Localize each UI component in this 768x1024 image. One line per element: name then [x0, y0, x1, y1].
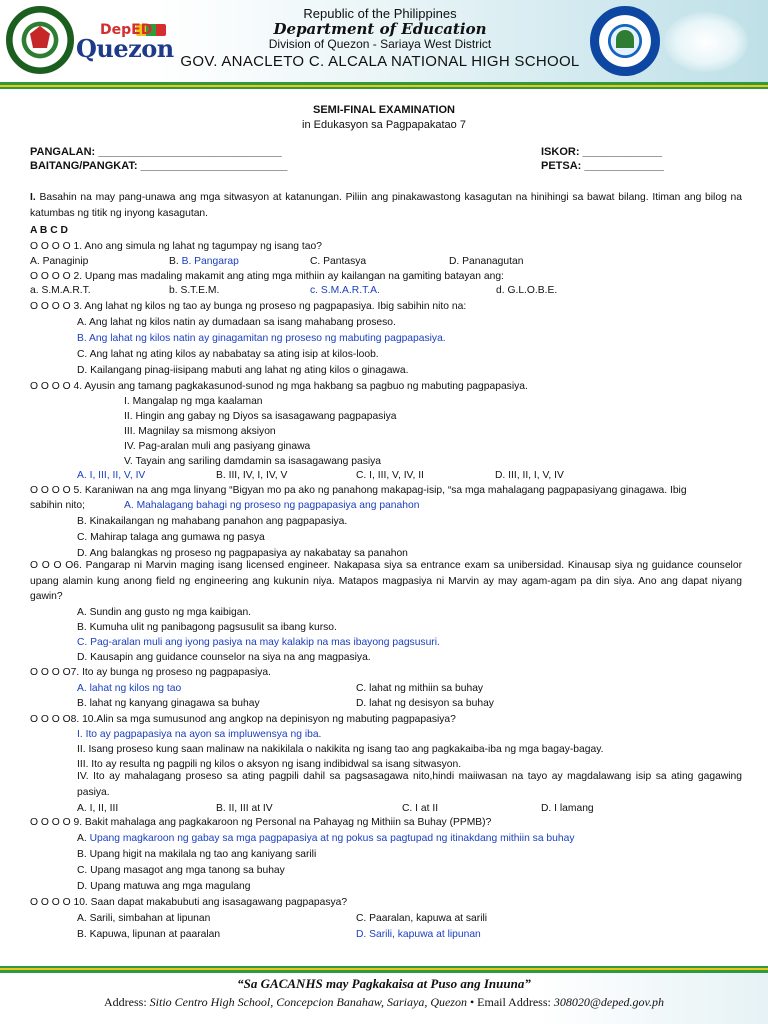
- choice-c[interactable]: C. Pantasya: [310, 256, 367, 267]
- exam-title: SEMI-FINAL EXAMINATION: [313, 104, 455, 116]
- choice-c[interactable]: C. Mahirap talaga ang gumawa ng pasya: [77, 532, 265, 543]
- step-item: I. Mangalap ng mga kaalaman: [124, 396, 263, 407]
- choice-b[interactable]: B. III, IV, I, IV, V: [216, 470, 288, 481]
- choice-d[interactable]: D. lahat ng desisyon sa buhay: [356, 698, 494, 709]
- choice-c[interactable]: C. lahat ng mithiin sa buhay: [356, 683, 484, 694]
- choice-b[interactable]: B. lahat ng kanyang ginagawa sa buhay: [77, 698, 260, 709]
- letterhead-text: [180, 6, 580, 72]
- name-field[interactable]: PANGALAN: ______________________________: [30, 146, 282, 158]
- department-line: Department of Education: [273, 20, 487, 38]
- choice-a[interactable]: A. lahat ng kilos ng tao: [77, 683, 182, 694]
- choice-b[interactable]: B. II, III at IV: [216, 803, 273, 814]
- choice-d[interactable]: D. Pananagutan: [449, 256, 524, 267]
- question-5: O O O O 5. Karaniwan na ang mga linyang “Bigyan mo pa ako ng panahong makapag-isip, “sa mga mahalagang pagpapasiyang ginagawa. Ibig: [30, 485, 687, 496]
- deped-quezon-logo: [76, 22, 174, 66]
- choice-c[interactable]: C. Pag-aralan muli ang iyong pasiya na may kalakip na mas ibayong pagsusuri.: [77, 637, 440, 648]
- question-7: O O O O7. Ito ay bunga ng proseso ng pagpapasiya.: [30, 667, 271, 678]
- choice-b[interactable]: B. Upang higit na makilala ng tao ang kaniyang sarili: [77, 849, 317, 860]
- choice-b[interactable]: b. S.T.E.M.: [169, 285, 220, 296]
- choice-b[interactable]: B. Kinakailangan ng mahabang panahon ang pagpapasiya.: [77, 516, 348, 527]
- school-address: Address: Sitio Centro High School, Concepcion Banahaw, Sariaya, Quezon • Email Address: 308020@deped.gov.ph: [104, 995, 664, 1009]
- division-line: Division of Quezon - Sariaya West District: [268, 37, 492, 51]
- question-5-cont: sabihin nito;: [30, 500, 85, 511]
- exam-subtitle: in Edukasyon sa Pagpapakatao 7: [302, 119, 466, 131]
- choice-a[interactable]: A. Upang magkaroon ng gabay sa mga pagpapasiya at ng pokus sa pagtupad ng itinakdang mithiin sa buhay: [77, 833, 575, 844]
- choice-d[interactable]: D. Kailangang pinag-iisipang mabuti ang lahat ng ating kilos o ginagawa.: [77, 365, 409, 376]
- question-8: O O O O8. 10.Alin sa mga sumusunod ang angkop na depinisyon ng mabuting pagpapasiya?: [30, 714, 456, 725]
- choice-d[interactable]: D. Upang matuwa ang mga magulang: [77, 881, 251, 892]
- logo-small-text: DepED: [100, 22, 153, 38]
- choice-c[interactable]: C. I at II: [402, 803, 439, 814]
- choice-c[interactable]: C. Paaralan, kapuwa at sarili: [356, 913, 488, 924]
- email-link[interactable]: 308020@deped.gov.ph: [553, 995, 664, 1009]
- step-item: V. Tayain ang sariling damdamin sa isasagawang pasiya: [124, 456, 382, 467]
- choice-b[interactable]: B. B. Pangarap: [169, 256, 239, 267]
- choice-b[interactable]: B. Kumuha ulit ng panibagong pagsusulit sa ibang kurso.: [77, 622, 337, 633]
- question-9: O O O O 9. Bakit mahalaga ang pagkakaroon ng Personal na Pahayag ng Mithiin sa Buhay (PPMB)?: [30, 817, 492, 828]
- choice-c[interactable]: C. Ang lahat ng ating kilos ay nababatay sa ating isip at kilos-loob.: [77, 349, 379, 360]
- definition-item: IV. Ito ay mahalagang proseso sa ating pagpili dahil sa pagsasagawa nito,hindi maiiwasan na tayo ay magdalawang isip sa ating gagawing pasiya.: [77, 771, 742, 798]
- choice-a[interactable]: A. Mahalagang bahagi ng proseso ng pagpapasiya ang panahon: [124, 500, 420, 511]
- choice-b[interactable]: B. Ang lahat ng kilos natin ay ginagamitan ng proseso ng mabuting pagpapasiya.: [77, 333, 446, 344]
- school-name: GOV. ANACLETO C. ALCALA NATIONAL HIGH SCHOOL: [180, 53, 580, 70]
- question-6: O O O O6. Pangarap ni Marvin maging isang licensed engineer. Nakapasa siya sa entrance exam sa unibersidad. Kinausap siya ng guidance counselor upang alamin kung anong field ng engineering ang kukunin niya. Matapos magpasiya ni Marvin ay may agam-agam pa din siya. Ano ang dapat niyang gawin?: [30, 560, 742, 602]
- definition-item: III. Ito ay resulta ng pagpili ng kilos o aksyon ng isang indibidwal sa isang sitwasyon.: [77, 759, 462, 770]
- question-3: O O O O 3. Ang lahat ng kilos ng tao ay bunga ng proseso ng pagpapasiya. Ibig sabihin nito na:: [30, 301, 467, 312]
- logo-quezon-text: Quezon: [76, 34, 174, 63]
- choice-a[interactable]: A. Sundin ang gusto ng mga kaibigan.: [77, 607, 252, 618]
- choice-d[interactable]: D. III, II, I, V, IV: [495, 470, 564, 481]
- definition-item: II. Isang proseso kung saan malinaw na nakikilala o nakikita ng isang tao ang pagkakaiba-iba ng mga bagay-bagay.: [77, 744, 604, 755]
- choice-a[interactable]: A. Ang lahat ng kilos natin ay dumadaan sa isang mahabang proseso.: [77, 317, 396, 328]
- question-1: O O O O 1. Ano ang simula ng lahat ng tagumpay ng isang tao?: [30, 241, 322, 252]
- step-item: III. Magnilay sa mismong aksiyon: [124, 426, 276, 437]
- choice-b[interactable]: B. Kapuwa, lipunan at paaralan: [77, 929, 221, 940]
- choice-a[interactable]: A. Panaginip: [30, 256, 89, 267]
- choice-a[interactable]: A. I, III, II, V, IV: [77, 470, 146, 481]
- choice-d[interactable]: D. I lamang: [541, 803, 594, 814]
- choice-a[interactable]: A. Sarili, simbahan at lipunan: [77, 913, 211, 924]
- school-motto: “Sa GACANHS may Pagkakaisa at Puso ang Inuuna”: [237, 976, 531, 991]
- choice-d[interactable]: D. Ang balangkas ng proseso ng pagpapasiya ay nakabatay sa panahon: [77, 548, 408, 559]
- step-item: II. Hingin ang gabay ng Diyos sa isasagawang pagpapasiya: [124, 411, 397, 422]
- answer-letters-header: A B C D: [30, 225, 68, 236]
- choice-c[interactable]: C. I, III, V, IV, II: [356, 470, 424, 481]
- choice-c[interactable]: c. S.M.A.R.T.A.: [310, 285, 380, 296]
- header-stripe: [0, 87, 768, 89]
- choice-d[interactable]: D. Sarili, kapuwa at lipunan: [356, 929, 481, 940]
- grade-section-field[interactable]: BAITANG/PANGKAT: ________________________: [30, 160, 288, 172]
- choice-c[interactable]: C. Upang masagot ang mga tanong sa buhay: [77, 865, 285, 876]
- question-4: O O O O 4. Ayusin ang tamang pagkakasunod-sunod ng mga hakbang sa pagbuo ng mabuting pagpapasiya.: [30, 381, 528, 392]
- date-field[interactable]: PETSA: _____________: [541, 160, 664, 172]
- question-2: O O O O 2. Upang mas madaling makamit ang ating mga mithiin ay kailangan na gamiting batayan ang:: [30, 271, 504, 282]
- choice-d[interactable]: D. Kausapin ang guidance counselor na siya na ang magpasiya.: [77, 652, 371, 663]
- decorative-glow: [664, 12, 748, 72]
- instructions: I. Basahin na may pang-unawa ang mga sitwasyon at katanungan. Piliin ang pinakawastong kasagutan na hinihingi sa bawat bilang. Itiman ang bilog na katumbas ng titik ng inyong kasagutan.: [30, 192, 742, 219]
- school-seal-icon: [590, 6, 660, 76]
- choice-a[interactable]: a. S.M.A.R.T.: [30, 285, 91, 296]
- deped-seal-icon: [6, 6, 74, 74]
- definition-item: I. Ito ay pagpapasiya na ayon sa impluwensya ng iba.: [77, 729, 322, 740]
- choice-d[interactable]: d. G.L.O.B.E.: [496, 285, 558, 296]
- choice-a[interactable]: A. I, II, III: [77, 803, 119, 814]
- score-field[interactable]: ISKOR: _____________: [541, 146, 663, 158]
- step-item: IV. Pag-aralan muli ang pasiyang ginawa: [124, 441, 311, 452]
- republic-line: Republic of the Philippines: [303, 6, 457, 21]
- question-10: O O O O 10. Saan dapat makabubuti ang isasagawang pagpapasya?: [30, 897, 348, 908]
